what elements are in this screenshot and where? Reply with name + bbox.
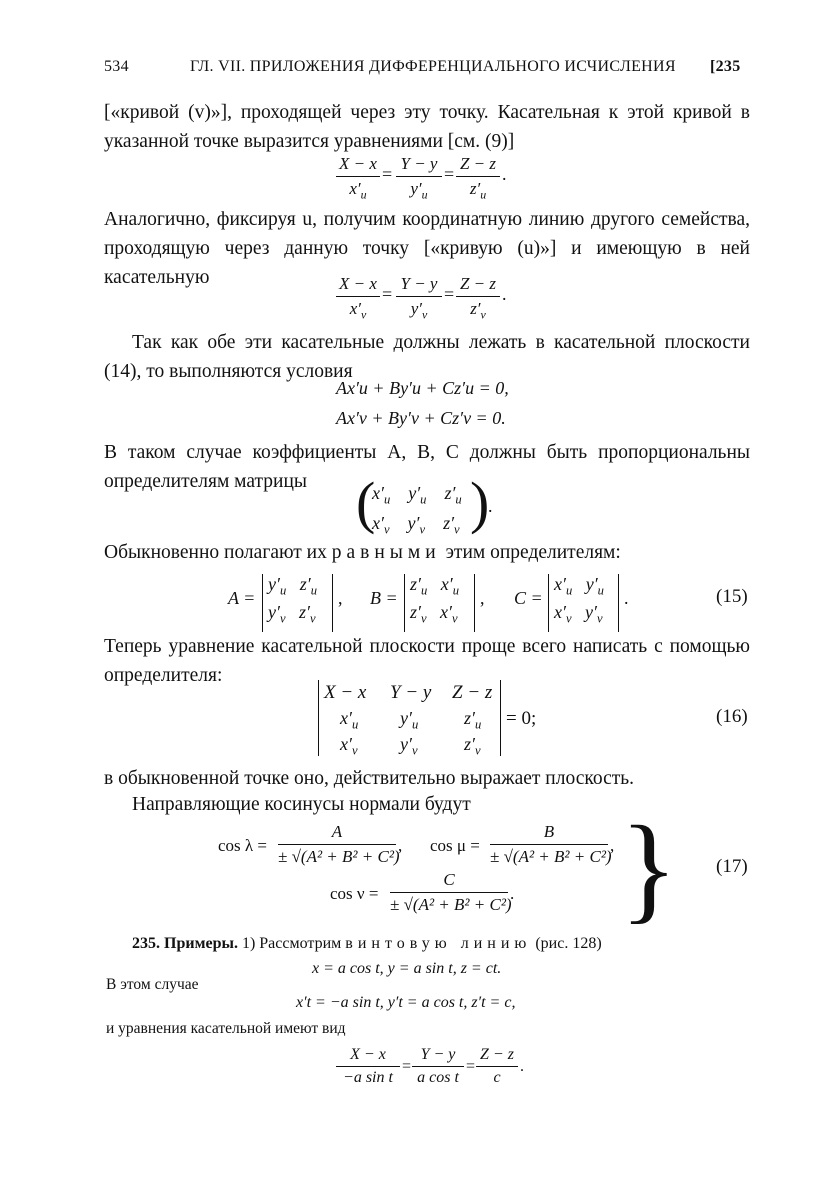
paragraph-conditions: Так как обе эти касательные должны лежать в касательной плоскости (14), то выполняются условия — [104, 332, 750, 382]
equation-number-16: (16) — [716, 706, 748, 727]
page-number: 534 — [104, 58, 129, 75]
paragraph-proportional: В таком случае коэффициенты A, B, C должны быть пропорциональны определителям матрицы — [104, 442, 750, 492]
running-title: ГЛ. VII. ПРИЛОЖЕНИЯ ДИФФЕРЕНЦИАЛЬНОГО ИСЧИСЛЕНИЯ — [190, 58, 676, 75]
section-ref: [235 — [710, 58, 741, 75]
paragraph-direction-cosines: Направляющие косинусы нормали будут — [132, 794, 471, 815]
paragraph-equal-determinants: Обыкновенно полагают их равными этим определителям: — [104, 542, 621, 563]
paragraph-tangent-plane: Теперь уравнение касательной плоскости проще всего написать с помощью определителя: — [104, 636, 750, 686]
paragraph-curve-u: Аналогично, фиксируя u, получим координатную линию другого семейства, проходящую через данную точку [«кривую (u)»] и имеющую в ней касательную — [104, 209, 750, 288]
paragraph-curve-v: [«кривой (v)»], проходящей через эту точку. Касательная к этой кривой в указанной точке выразится уравнениями [см. (9)] — [104, 102, 750, 152]
condition-u: Ax′u + By′u + Cz′u = 0, — [336, 378, 509, 398]
helix-equations: x = a cos t, y = a sin t, z = ct. — [312, 960, 502, 977]
tangent-text: и уравнения касательной имеют вид — [106, 1020, 346, 1037]
condition-v: Ax′v + By′v + Cz′v = 0. — [336, 408, 506, 428]
equation-number-17: (17) — [716, 856, 748, 877]
equation-number-15: (15) — [716, 586, 748, 607]
example-heading: 235. Примеры. 1) Рассмотрим винтовую линию (рис. 128) — [132, 935, 602, 952]
helix-derivatives: x′t = −a sin t, y′t = a cos t, z′t = c, — [296, 994, 516, 1011]
paragraph-ordinary-point: в обыкновенной точке оно, действительно выражает плоскость. — [104, 768, 635, 789]
case-text: В этом случае — [106, 976, 199, 993]
